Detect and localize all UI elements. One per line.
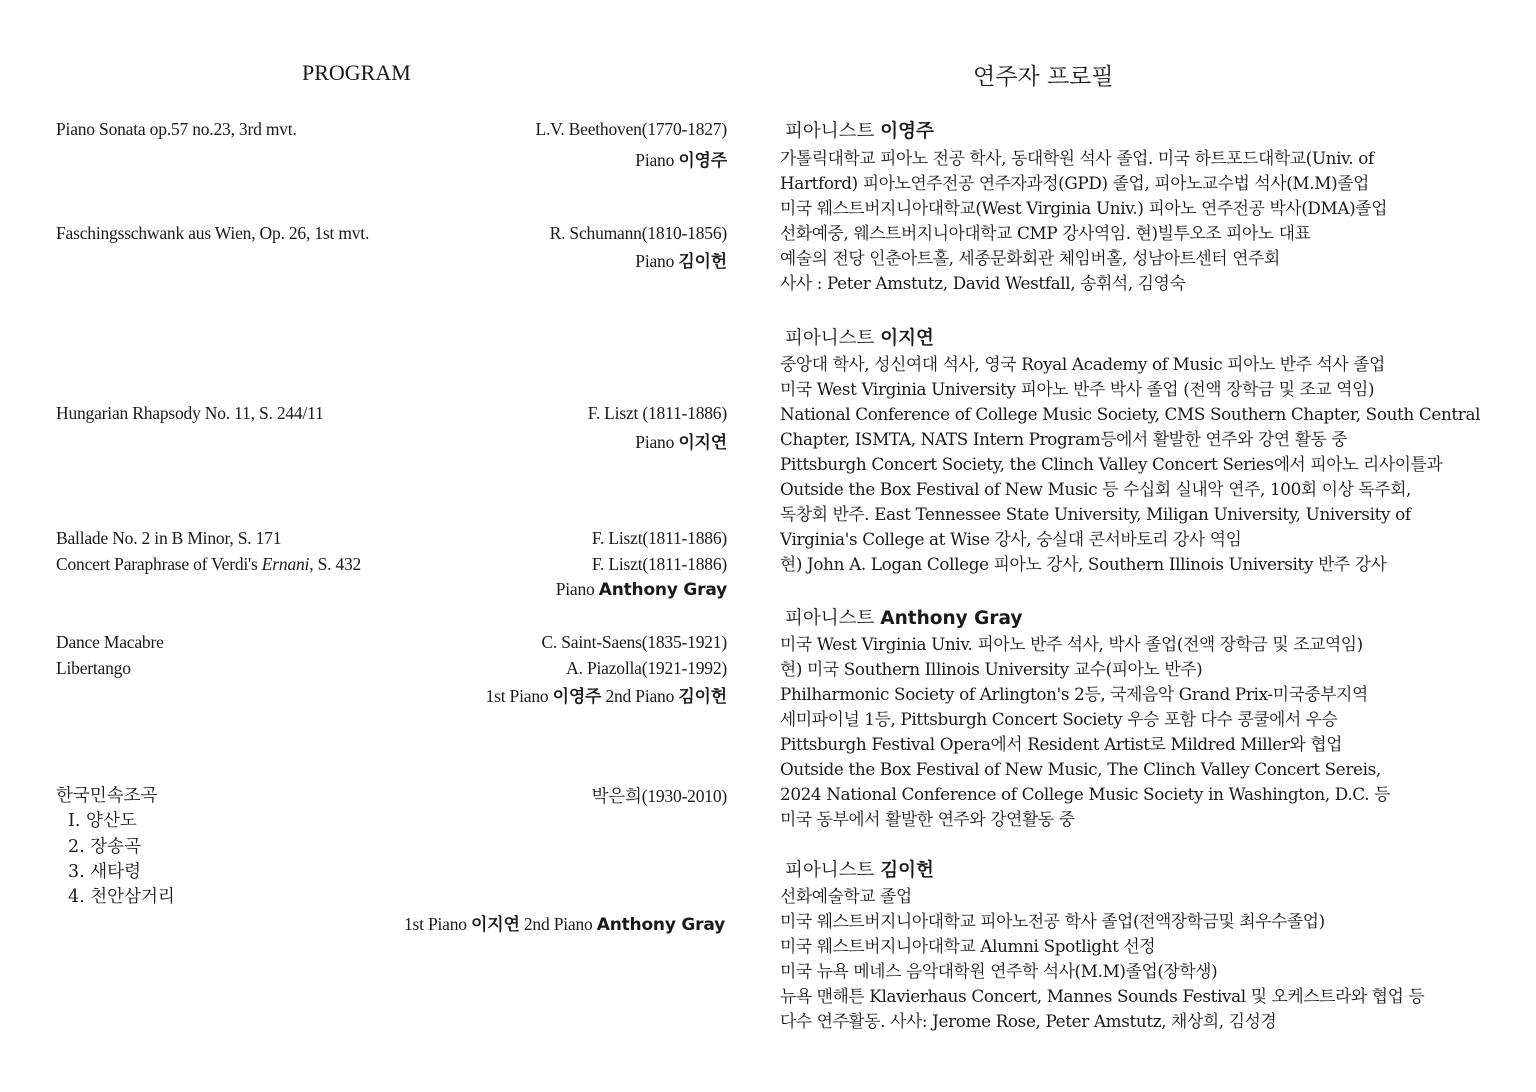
program-composer-2: R. Schumann(1810-1856) (549, 223, 727, 243)
program-composer-4: F. Liszt(1811-1886) (591, 528, 727, 548)
profile-heading-1: 피아니스트 이영주 (785, 121, 934, 142)
profile-line: 미국 웨스트버지니아대학교 피아노전공 학사 졸업(전액장학금및 최우수졸업) (780, 911, 1325, 931)
profile-line: 독창회 반주. East Tennessee State University, Miligan University, University of (780, 504, 1411, 524)
profile-line: 선화예술학교 졸업 (780, 886, 912, 906)
profile-line: 다수 연주활동. 사사: Jerome Rose, Peter Amstutz, 채상희, 김성경 (780, 1011, 1277, 1031)
profile-line: 세미파이널 1등, Pittsburgh Concert Society 우승 포함 다수 콩쿨에서 우승 (780, 709, 1338, 729)
program-composer-1: L.V. Beethoven(1770-1827) (535, 119, 727, 139)
profile-line: Chapter, ISMTA, NATS Intern Program등에서 활발한 연주와 강연 활동 중 (780, 429, 1348, 449)
profile-line: Pittsburgh Concert Society, the Clinch Valley Concert Series에서 피아노 리사이틀과 (780, 454, 1443, 474)
program-piece-3: Hungarian Rhapsody No. 11, S. 244/11 (56, 403, 324, 423)
program-movement-4: 4. 천안삼거리 (68, 887, 175, 907)
profile-heading-3: 피아니스트 Anthony Gray (785, 608, 1023, 629)
program-piece-6: Dance Macabre (56, 632, 164, 652)
program-composer-6: C. Saint-Saens(1835-1921) (541, 632, 727, 652)
program-composer-5: F. Liszt(1811-1886) (591, 554, 727, 574)
program-piece-8: 한국민속조곡 (56, 786, 158, 806)
program-movement-1: I. 양산도 (68, 811, 137, 831)
profile-line: 미국 뉴욕 메네스 음악대학원 연주학 석사(M.M)졸업(장학생) (780, 961, 1218, 981)
profile-line: Pittsburgh Festival Opera에서 Resident Artist로 Mildred Miller와 협업 (780, 734, 1343, 754)
program-movement-3: 3. 새타령 (68, 862, 141, 882)
profile-line: 미국 웨스트버지니아대학교 Alumni Spotlight 선정 (780, 936, 1156, 956)
profile-line: Virginia's College at Wise 강사, 숭실대 콘서바토리 강사 역임 (780, 529, 1242, 549)
profile-body-2 (780, 352, 1480, 577)
program-performer-5: 1st Piano 이영주 2nd Piano 김이헌 (485, 686, 727, 707)
profile-line: 중앙대 학사, 성신여대 석사, 영국 Royal Academy of Music 피아노 반주 석사 졸업 (780, 354, 1385, 374)
program-movement-2: 2. 장송곡 (68, 837, 141, 857)
program-composer-3: F. Liszt (1811-1886) (587, 403, 727, 423)
profile-line: Hartford) 피아노연주전공 연주자과정(GPD) 졸업, 피아노교수법 석사(M.M)졸업 (780, 173, 1369, 193)
profile-line: Outside the Box Festival of New Music, The Clinch Valley Concert Sereis, (780, 759, 1381, 779)
program-piece-2: Faschingsschwank aus Wien, Op. 26, 1st mvt. (56, 223, 370, 243)
profile-line: 사사 : Peter Amstutz, David Westfall, 송휘석, 김영숙 (780, 273, 1186, 293)
profile-line: 미국 West Virginia University 피아노 반주 박사 졸업 (전액 장학금 및 조교 역임) (780, 379, 1375, 399)
profile-line: 현) John A. Logan College 피아노 강사, Southern Illinois University 반주 강사 (780, 554, 1387, 574)
profile-heading-2: 피아니스트 이지연 (785, 328, 934, 349)
profile-body-3 (780, 632, 1390, 832)
program-piece-4: Ballade No. 2 in B Minor, S. 171 (56, 528, 282, 548)
profile-line: 현) 미국 Southern Illinois University 교수(피아노 반주) (780, 659, 1203, 679)
program-performer-3: Piano 이지연 (635, 432, 727, 453)
profile-line: 예술의 전당 인춘아트홀, 세종문화회관 체임버홀, 성남아트센터 연주회 (780, 248, 1280, 268)
profile-line: Outside the Box Festival of New Music 등 수십회 실내악 연주, 100회 이상 독주회, (780, 479, 1412, 499)
profile-line: 가톨릭대학교 피아노 전공 학사, 동대학원 석사 졸업. 미국 하트포드대학교(Univ. of (780, 148, 1374, 168)
program-performer-1: Piano 이영주 (635, 150, 727, 171)
program-title: PROGRAM (302, 60, 411, 85)
profile-line: 미국 동부에서 활발한 연주와 강연활동 중 (780, 809, 1075, 829)
program-piece-5: Concert Paraphrase of Verdi's Ernani, S. 432 (56, 554, 362, 574)
program-piece-7: Libertango (56, 658, 131, 678)
profiles-title: 연주자 프로필 (973, 64, 1114, 90)
profile-line: Philharmonic Society of Arlington's 2등, 국제음악 Grand Prix-미국중부지역 (780, 684, 1368, 704)
program-piece-1: Piano Sonata op.57 no.23, 3rd mvt. (56, 119, 297, 139)
profile-line: 미국 West Virginia Univ. 피아노 반주 석사, 박사 졸업(전액 장학금 및 조교역임) (780, 634, 1363, 654)
program-composer-7: A. Piazolla(1921-1992) (566, 658, 727, 678)
profile-line: 미국 웨스트버지니아대학교(West Virginia Univ.) 피아노 연주전공 박사(DMA)졸업 (780, 198, 1388, 218)
program-composer-8: 박은희(1930-2010) (591, 786, 727, 806)
profile-line: National Conference of College Music Society, CMS Southern Chapter, South Central (780, 404, 1481, 424)
profile-line: 뉴욕 맨해튼 Klavierhaus Concert, Mannes Sounds Festival 및 오케스트라와 협업 등 (780, 986, 1425, 1006)
profile-line: 2024 National Conference of College Music Society in Washington, D.C. 등 (780, 784, 1391, 804)
profile-body-4 (780, 884, 1424, 1034)
profile-heading-4: 피아니스트 김이헌 (785, 860, 934, 881)
profile-body-1 (780, 146, 1387, 296)
profile-line: 선화예중, 웨스트버지니아대학교 CMP 강사역임. 현)빌투오조 피아노 대표 (780, 223, 1311, 243)
program-performer-6: 1st Piano 이지연 2nd Piano Anthony Gray (403, 914, 725, 935)
program-performer-2: Piano 김이헌 (635, 251, 727, 272)
program-performer-4: Piano Anthony Gray (555, 579, 727, 600)
